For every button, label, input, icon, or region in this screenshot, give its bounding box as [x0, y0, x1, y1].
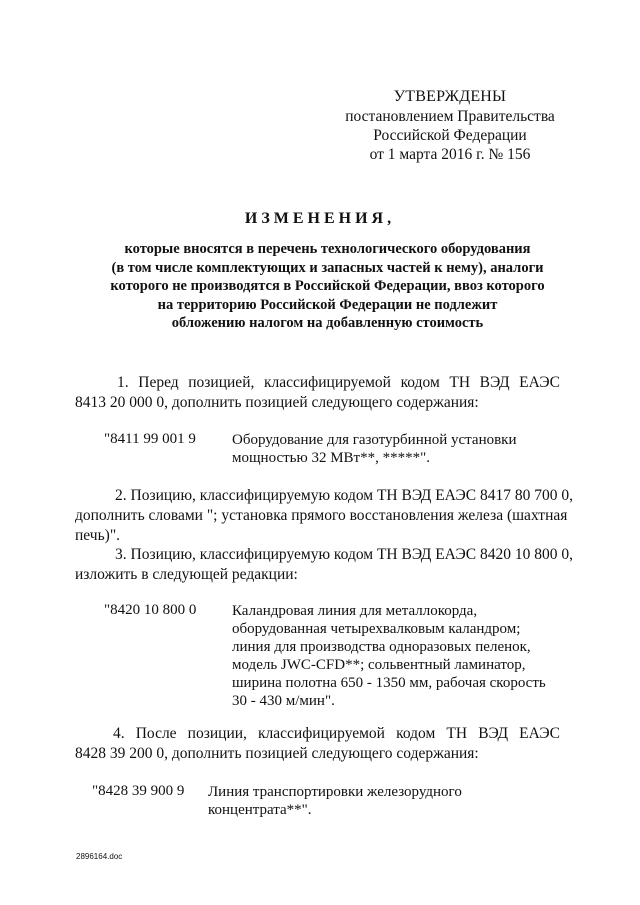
subtitle-line: обложению налогом на добавленную стоимость: [171, 315, 484, 331]
item-3-desc-line: модель JWC-CFD**; сольвентный ламинатор,: [232, 657, 526, 673]
approval-line-2: Российской Федерации: [373, 127, 527, 144]
item-1-line-2: 8413 20 000 0, дополнить позицией следующего содержания:: [75, 394, 479, 411]
document-subtitle: [60, 240, 595, 333]
item-1-paragraph: [75, 373, 560, 413]
item-4-desc-line: концентрата**".: [208, 802, 312, 818]
subtitle-line: которые вносятся в перечень технологического оборудования: [124, 241, 531, 257]
item-3-desc-line: Каландровая линия для металлокорда,: [232, 603, 478, 619]
item-3-desc-line: ширина полотна 650 - 1350 мм, рабочая скорость: [232, 675, 546, 691]
item-3-desc-line: 30 - 430 м/мин".: [232, 693, 335, 709]
item-4-code: "8428 39 900 9: [92, 783, 185, 799]
approval-block: [300, 87, 600, 164]
file-name-footer: 2896164.doc: [76, 852, 123, 861]
subtitle-line: (в том числе комплектующих и запасных частей к нему), аналоги: [111, 259, 544, 276]
item-3-paragraph: [75, 545, 573, 585]
item-1-description: [232, 431, 517, 467]
approval-line-3: от 1 марта 2016 г. № 156: [369, 146, 531, 163]
item-4-line-1: 4. После позиции, классифицируемой кодом ТН ВЭД ЕАЭС: [113, 725, 560, 742]
item-2-paragraph: [75, 486, 573, 546]
document-title: ИЗМЕНЕНИЯ,: [244, 210, 396, 227]
approval-heading: УТВЕРЖДЕНЫ: [393, 88, 507, 105]
item-3-description: [232, 602, 546, 710]
item-1-line-1: 1. Перед позицией, классифицируемой кодом ТН ВЭД ЕАЭС: [117, 374, 560, 391]
item-2-line-2: дополнить словами "; установка прямого восстановления железа (шахтная: [75, 507, 568, 524]
item-4-desc-line: Линия транспортировки железорудного: [208, 784, 462, 800]
item-2-line-3: печь)".: [75, 527, 121, 544]
item-2-line-1: 2. Позицию, классифицируемую кодом ТН ВЭД ЕАЭС 8417 80 700 0,: [115, 487, 573, 504]
item-3-line-1: 3. Позицию, классифицируемую кодом ТН ВЭД ЕАЭС 8420 10 800 0,: [115, 546, 573, 563]
subtitle-line: на территорию Российской Федерации не подлежит: [157, 296, 498, 313]
item-3-desc-line: линия для производства одноразовых пеленок,: [232, 639, 531, 655]
subtitle-line: которого не производятся в Российской Федерации, ввоз которого: [110, 278, 545, 294]
approval-line-1: постановлением Правительства: [345, 108, 555, 125]
item-3-line-2: изложить в следующей редакции:: [75, 566, 298, 583]
item-3-desc-line: оборудованная четырехвалковым каландром;: [232, 621, 521, 637]
item-1-desc-line: мощностью 32 МВт**, *****".: [232, 450, 430, 466]
item-3-code: "8420 10 800 0: [104, 602, 197, 618]
item-4-paragraph: [75, 724, 560, 764]
item-1-code: "8411 99 001 9: [104, 431, 196, 447]
item-4-description: [208, 783, 462, 819]
item-1-desc-line: Оборудование для газотурбинной установки: [232, 432, 517, 448]
item-4-line-2: 8428 39 200 0, дополнить позицией следующего содержания:: [75, 745, 479, 762]
